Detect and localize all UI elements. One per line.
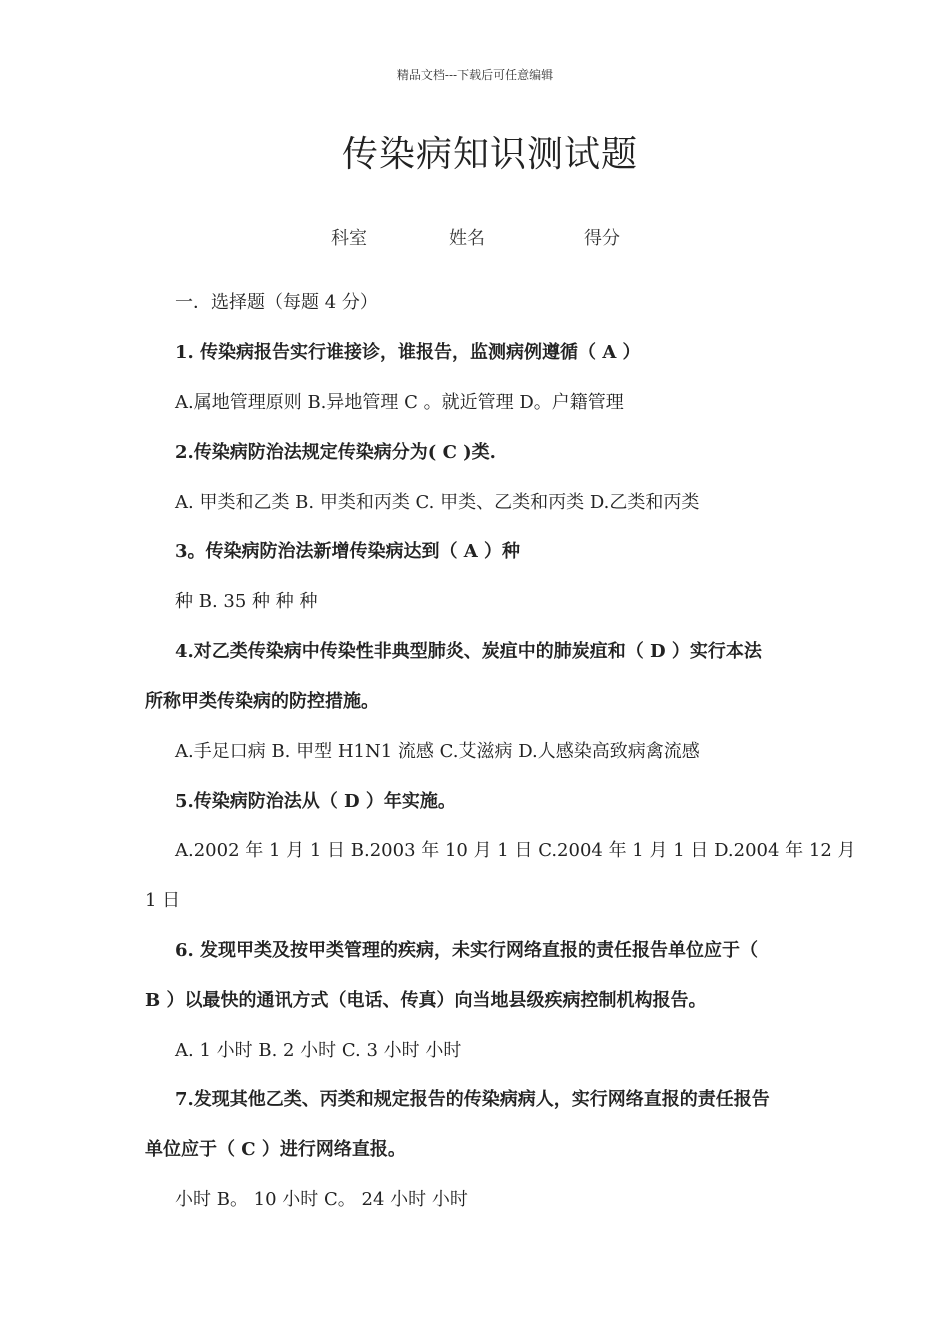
question-3: 3。传染病防治法新增传染病达到（ A ）种 — [175, 541, 521, 562]
options-7: 小时 B。 10 小时 C。 24 小时 小时 — [175, 1189, 468, 1210]
question-6: 6. 发现甲类及按甲类管理的疾病，未实行网络直报的责任报告单位应于（ — [175, 940, 759, 961]
options-4: A.手足口病 B. 甲型 H1N1 流感 C.艾滋病 D.人感染高致病禽流感 — [175, 741, 700, 762]
options-3: 种 B. 35 种 种 种 — [175, 591, 318, 612]
document-title: 传染病知识测试题 — [341, 134, 638, 175]
question-7-cont: 单位应于（ C ）进行网络直报。 — [145, 1139, 406, 1160]
section-heading: 一．选择题（每题 4 分） — [175, 292, 378, 313]
question-4: 4.对乙类传染病中传染性非典型肺炎、炭疽中的肺炭疽和（ D ）实行本法 — [175, 641, 762, 662]
question-4-cont: 所称甲类传染病的防控措施。 — [145, 691, 379, 712]
question-5: 5.传染病防治法从（ D ）年实施。 — [175, 791, 456, 812]
options-2: A. 甲类和乙类 B. 甲类和丙类 C. 甲类、乙类和丙类 D.乙类和丙类 — [175, 492, 700, 513]
options-1: A.属地管理原则 B.异地管理 C 。就近管理 D。户籍管理 — [175, 392, 624, 413]
question-2: 2.传染病防治法规定传染病分为( C )类. — [175, 442, 496, 463]
question-1: 1. 传染病报告实行谁接诊，谁报告，监测病例遵循（ A ） — [175, 342, 641, 363]
options-5-cont: 1 日 — [145, 890, 181, 911]
question-6-cont: B ）以最快的通讯方式（电话、传真）向当地县级疾病控制机构报告。 — [145, 990, 707, 1011]
options-5: A.2002 年 1 月 1 日 B.2003 年 10 月 1 日 C.2004 年 1 月 1 日 D.2004 年 12 月 — [175, 840, 856, 861]
question-7: 7.发现其他乙类、丙类和规定报告的传染病病人，实行网络直报的责任报告 — [175, 1089, 770, 1110]
score-label: 得分 — [584, 228, 620, 249]
options-6: A. 1 小时 B. 2 小时 C. 3 小时 小时 — [175, 1040, 462, 1061]
dept-label: 科室 — [331, 228, 367, 249]
name-label: 姓名 — [449, 228, 485, 249]
header-note: 精品文档---下载后可任意编辑 — [396, 68, 554, 82]
